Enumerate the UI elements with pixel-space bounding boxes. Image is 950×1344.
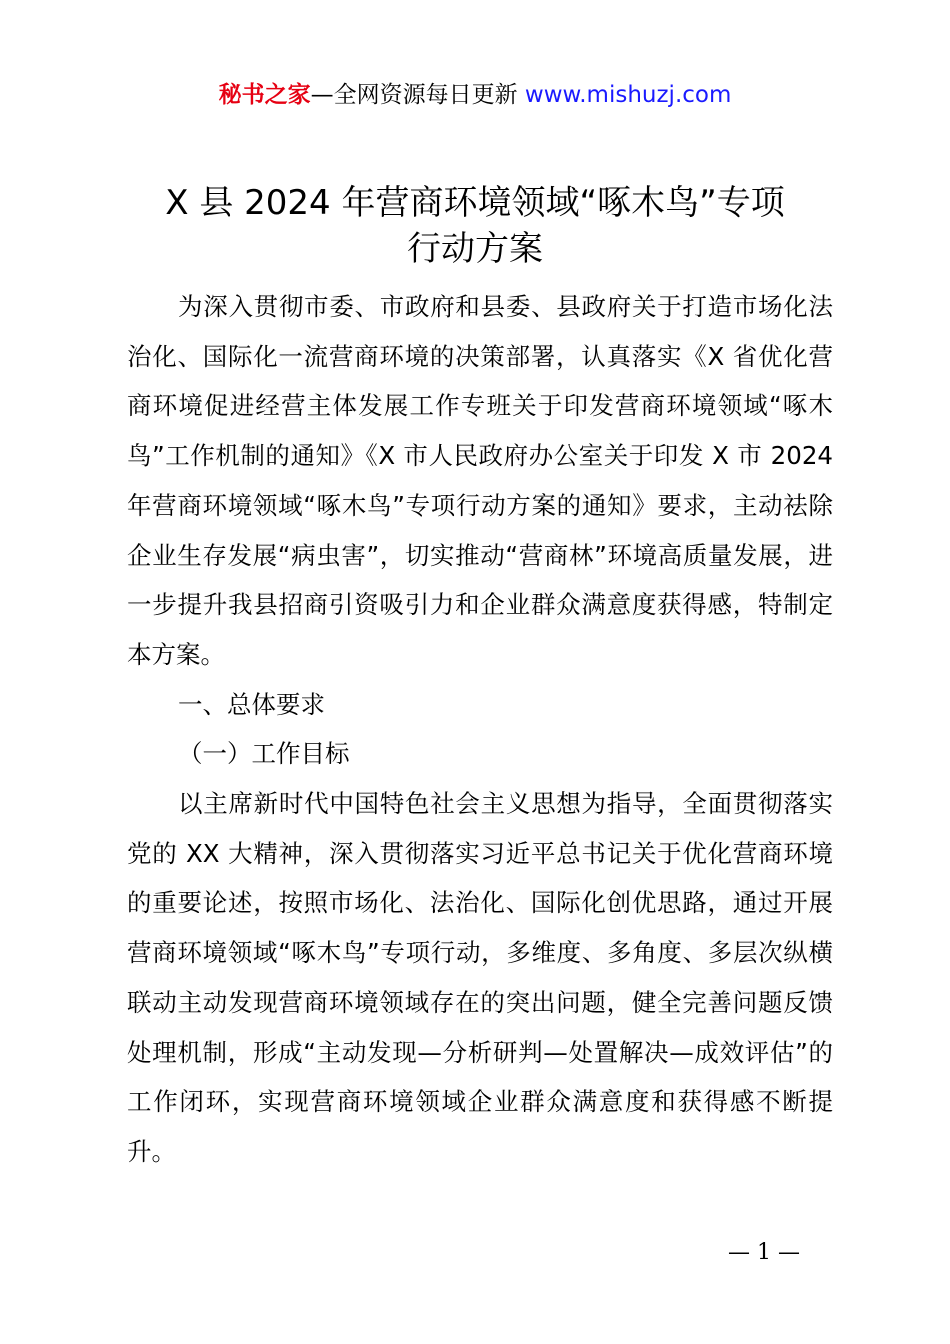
title-line-2: 行动方案 [407,229,543,269]
title-line-1: X 县 2024 年营商环境领域“啄木鸟”专项 [165,183,785,223]
site-link[interactable]: www.mishuzj.com [524,82,732,108]
goal-paragraph: 以主席新时代中国特色社会主义思想为指导，全面贯彻落实党的 XX 大精神，深入贯彻落实习近平总书记关于优化营商环境的重要论述，按照市场化、法治化、国际化创优思路，通过开展营商环境领域“啄木鸟”专项行动，多维度、多角度、多层次纵横联动主动发现营商环境领域存在的突出问题，健全完善问题反馈处理机制，形成“主动发现—分析研判—处置解决—成效评估”的工作闭环，实现营商环境领域企业群众满意度和获得感不断提升。 [127,789,833,1166]
site-header [0,78,950,112]
page-number: — 1 — [728,1240,800,1265]
section-heading: 一、总体要求 [178,689,325,719]
subsection-heading: （一）工作目标 [178,739,350,769]
brand-name: 秘书之家 [218,82,311,108]
intro-paragraph: 为深入贯彻市委、市政府和县委、县政府关于打造市场化法治化、国际化一流营商环境的决策部署，认真落实《X 省优化营商环境促进经营主体发展工作专班关于印发营商环境领域“啄木鸟”工作机制的通知》《X 市人民政府办公室关于印发 X 市 2024 年营商环境领域“啄木鸟”专项行动方案的通知》要求，主动祛除企业生存发展“病虫害”，切实推动“营商林”环境高质量发展，进一步提升我县招商引资吸引力和企业群众满意度获得感，特制定本方案。 [127,292,833,669]
document-body [127,282,833,1177]
document-title [80,180,870,272]
header-tagline: —全网资源每日更新 [310,82,525,108]
